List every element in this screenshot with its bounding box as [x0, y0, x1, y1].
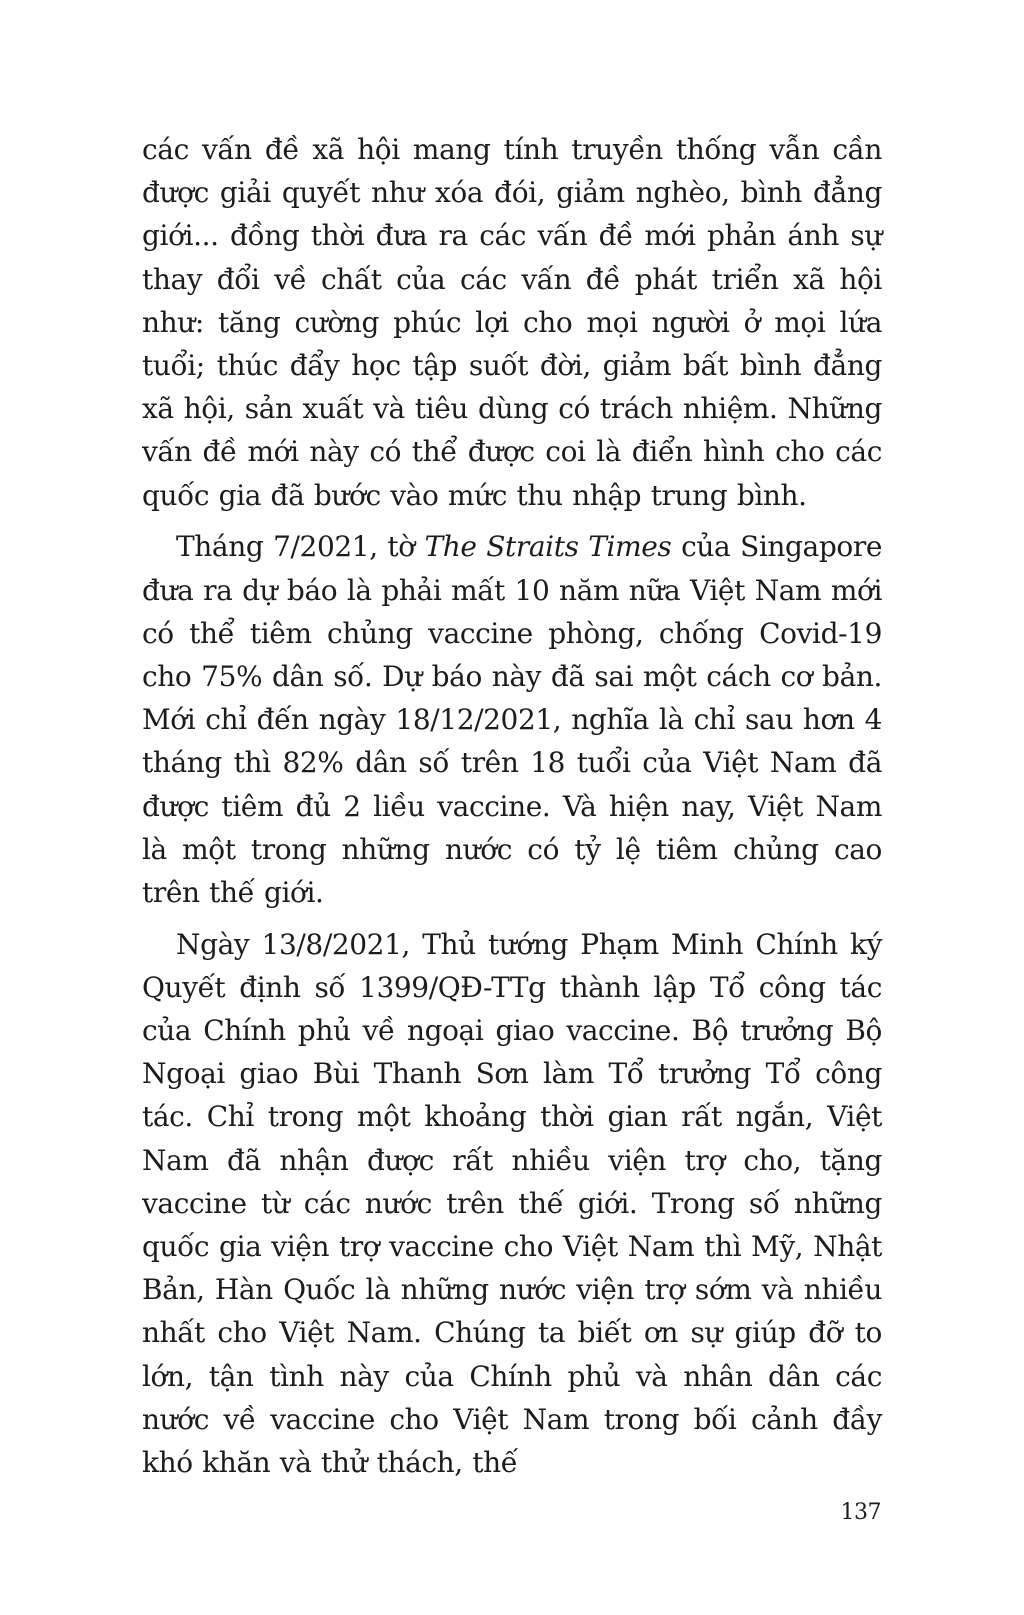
publication-title: The Straits Times: [424, 530, 672, 564]
body-text: [142, 128, 882, 1493]
paragraph-straits-times: [142, 525, 882, 914]
paragraph-vaccine-diplomacy: Ngày 13/8/2021, Thủ tướng Phạm Minh Chính ký Quyết định số 1399/QĐ-TTg thành lập Tổ công tác của Chính phủ về ngoại giao vaccine. Bộ trưởng Bộ Ngoại giao Bùi Thanh Sơn làm Tổ trưởng Tổ công tác. Chỉ trong một khoảng thời gian rất ngắn, Việt Nam đã nhận được rất nhiều viện trợ cho, tặng vaccine từ các nước trên thế giới. Trong số những quốc gia viện trợ vaccine cho Việt Nam thì Mỹ, Nhật Bản, Hàn Quốc là những nước viện trợ sớm và nhiều nhất cho Việt Nam. Chúng ta biết ơn sự giúp đỡ to lớn, tận tình này của Chính phủ và nhân dân các nước về vaccine cho Việt Nam trong bối cảnh đầy khó khăn và thử thách, thế: [142, 927, 882, 1480]
paragraph-continued: các vấn đề xã hội mang tính truyền thống vẫn cần được giải quyết như xóa đói, giảm nghèo, bình đẳng giới... đồng thời đưa ra các vấn đề mới phản ánh sự thay đổi về chất của các vấn đề phát triển xã hội như: tăng cường phúc lợi cho mọi người ở mọi lứa tuổi; thúc đẩy học tập suốt đời, giảm bất bình đẳng xã hội, sản xuất và tiêu dùng có trách nhiệm. Những vấn đề mới này có thể được coi là điển hình cho các quốc gia đã bước vào mức thu nhập trung bình.: [142, 133, 882, 512]
page-number: 137: [840, 1500, 881, 1525]
paragraph-text-rest: của Singapore đưa ra dự báo là phải mất 10 năm nữa Việt Nam mới có thể tiêm chủng vaccine phòng, chống Covid-19 cho 75% dân số. Dự báo này đã sai một cách cơ bản. Mới chỉ đến ngày 18/12/2021, nghĩa là chỉ sau hơn 4 tháng thì 82% dân số trên 18 tuổi của Việt Nam đã được tiêm đủ 2 liều vaccine. Và hiện nay, Việt Nam là một trong những nước có tỷ lệ tiêm chủng cao trên thế giới.: [142, 530, 882, 909]
paragraph-text-lead: Tháng 7/2021, tờ: [176, 530, 425, 564]
